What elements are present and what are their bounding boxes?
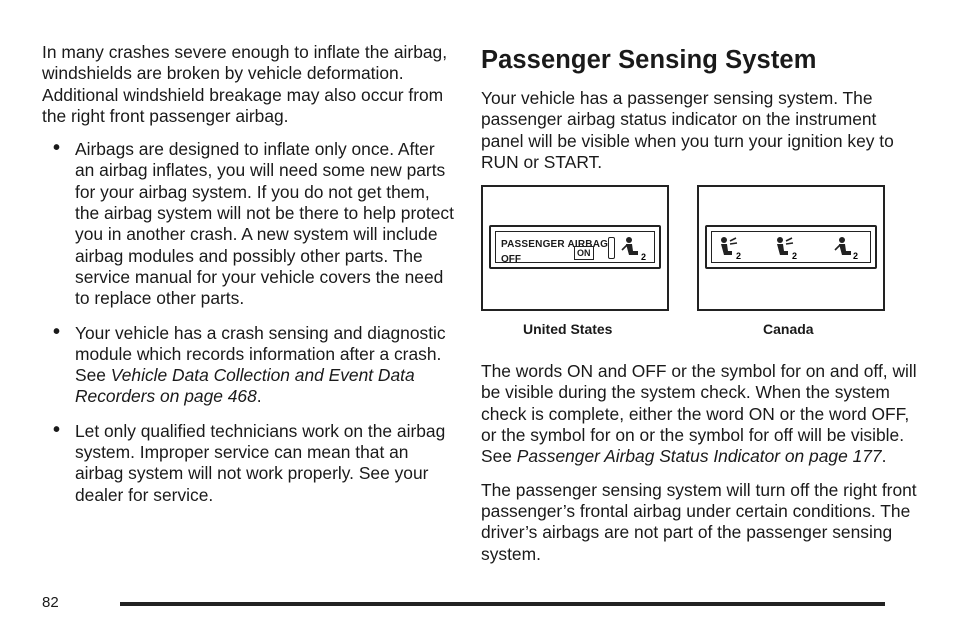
indicator-off-label: OFF bbox=[501, 254, 521, 266]
us-indicator-panel bbox=[481, 185, 669, 311]
passenger-airbag-on-icon bbox=[716, 235, 756, 263]
bullet-crash-module bbox=[75, 323, 457, 408]
sensing-intro-paragraph: Your vehicle has a passenger sensing system. The passenger airbag status indicator on the instrument panel will be visible when you turn your ignition key to RUN or START. bbox=[481, 88, 894, 172]
us-indicator-display bbox=[489, 225, 661, 269]
status-bar-icon bbox=[608, 237, 615, 259]
indicator-title: PASSENGER AIRBAG bbox=[501, 239, 609, 251]
intro-paragraph: In many crashes severe enough to inflate the airbag, windshields are broken by vehicle deformation. Additional windshield breakage may also occur from the right front passenger airbag. bbox=[42, 42, 448, 126]
passenger-airbag-off-icon-2 bbox=[832, 235, 872, 263]
airbag-indicator-figure bbox=[481, 185, 921, 353]
airbag-off-paragraph: The passenger sensing system will turn off the right front passenger’s frontal airbag under certain conditions. The driver’s airbags are not part of the passenger sensing system. bbox=[481, 479, 917, 564]
airbag-bullet-list bbox=[42, 139, 457, 506]
paragraph-text: The words ON and OFF or the symbol for on and off, will be visible during the system check. When the system check is complete, either the word ON or the word OFF, or the symbol for on or the symbol for off will be visible. See bbox=[481, 361, 917, 467]
passenger-airbag-on-icon-2 bbox=[772, 235, 812, 263]
canada-indicator-panel bbox=[697, 185, 885, 311]
icon-subscript: 2 bbox=[641, 252, 647, 263]
section-heading: Passenger Sensing System bbox=[481, 46, 817, 74]
bullet-inflate-once bbox=[75, 139, 457, 309]
canada-indicator-display bbox=[705, 225, 877, 269]
bullet-text: Airbags are designed to inflate only once. After an airbag inflates, you will need some new parts for your airbag system. If you do not get them, the airbag system will not be there to help protect you in another crash. A new system will include airbag modules and possibly other parts. The service manual for your vehicle covers the need to replace other parts. bbox=[75, 139, 454, 309]
footer-rule bbox=[120, 602, 885, 606]
svg-text:2: 2 bbox=[853, 251, 859, 262]
bullet-text: Your vehicle has a crash sensing and diagnostic module which records information after a crash. See bbox=[75, 322, 446, 386]
cross-reference-link[interactable]: Vehicle Data Collection and Event Data Recorders on page 468 bbox=[75, 365, 415, 407]
svg-text:2: 2 bbox=[736, 251, 742, 262]
paragraph-text-end: . bbox=[881, 446, 887, 467]
bullet-text-end: . bbox=[256, 386, 262, 407]
bullet-qualified-technicians bbox=[75, 421, 457, 506]
passenger-airbag-off-icon bbox=[620, 236, 650, 262]
indicator-on-label: ON bbox=[574, 246, 594, 260]
caption-united-states: United States bbox=[523, 321, 613, 338]
cross-reference-link[interactable]: Passenger Airbag Status Indicator on page 177 bbox=[516, 446, 882, 467]
page-number: 82 bbox=[42, 594, 59, 611]
caption-canada: Canada bbox=[763, 321, 814, 338]
system-check-paragraph bbox=[481, 361, 921, 467]
right-column bbox=[481, 42, 921, 577]
bullet-text: Let only qualified technicians work on the airbag system. Improper service can mean that an airbag system will not work properly. See your dealer for service. bbox=[75, 420, 446, 505]
left-column bbox=[42, 42, 457, 519]
svg-text:2: 2 bbox=[792, 251, 798, 262]
